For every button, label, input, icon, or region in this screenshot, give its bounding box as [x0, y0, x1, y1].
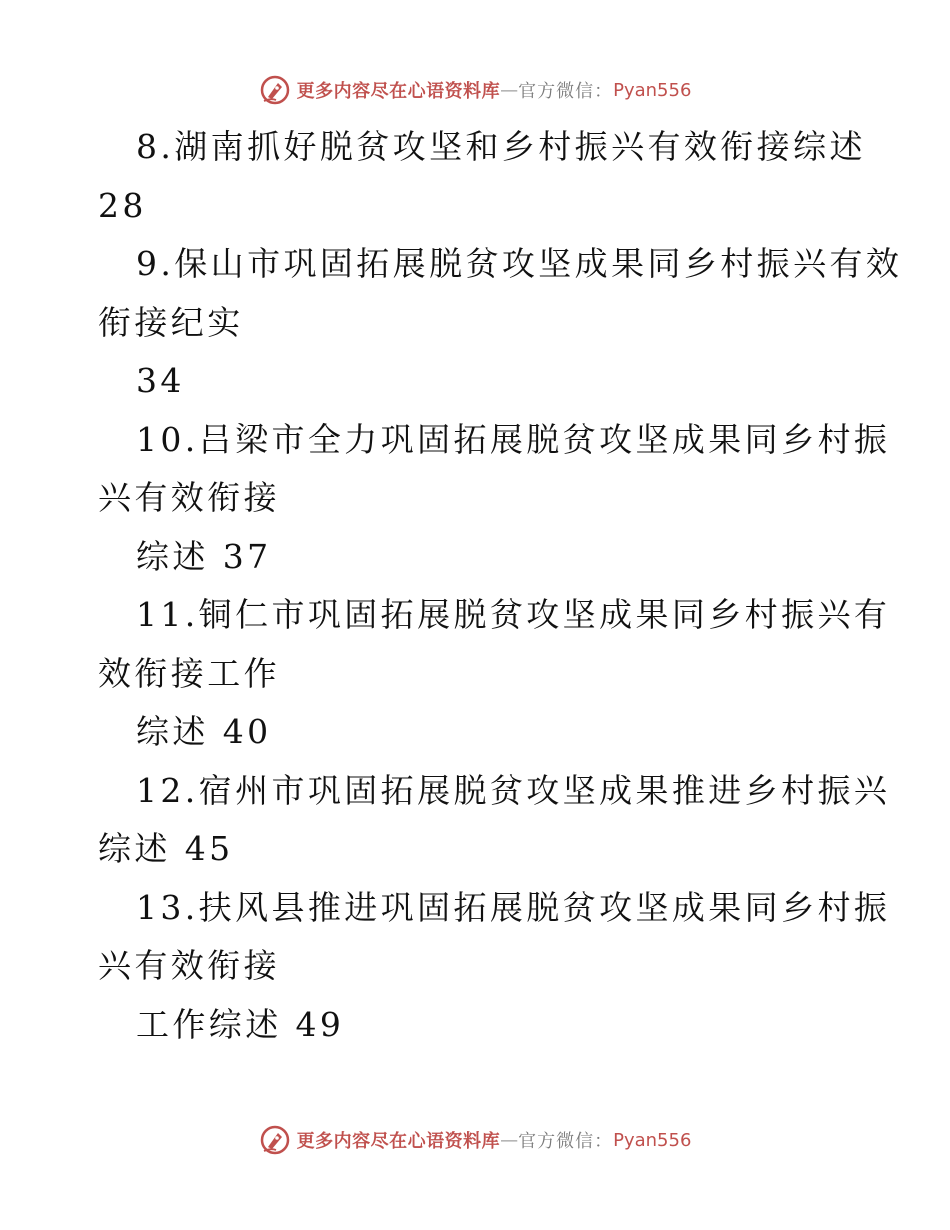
watermark-label: 官方微信：: [518, 81, 614, 102]
toc-line: 工作综述 49: [136, 1004, 345, 1044]
toc-line: 34: [136, 361, 185, 400]
toc-line: 兴有效衔接: [98, 946, 280, 985]
toc-line: 13.扶风县推进巩固拓展脱贫攻坚成果同乡村振: [136, 887, 891, 927]
toc-line: 12.宿州市巩固拓展脱贫攻坚成果推进乡村振兴: [136, 770, 891, 810]
watermark-label: 官方微信：: [518, 1131, 614, 1152]
toc-line: 综述 37: [136, 536, 272, 576]
pen-nib-logo-icon: [259, 1124, 291, 1156]
toc-line: 9.保山市巩固拓展脱贫攻坚成果同乡村振兴有效: [136, 244, 903, 283]
header-watermark: [0, 72, 950, 108]
toc-line: 综述 45: [98, 829, 234, 868]
watermark-account: Pyan556: [613, 1129, 692, 1151]
toc-line: 综述 40: [136, 712, 272, 751]
toc-line: 8.湖南抓好脱贫攻坚和乡村振兴有效衔接综述: [136, 127, 866, 166]
toc-line: 衔接纪实: [98, 302, 244, 342]
toc-line: 11.铜仁市巩固拓展脱贫攻坚成果同乡村振兴有: [136, 595, 891, 634]
watermark-main-text: 更多内容尽在心语资料库: [296, 1131, 501, 1152]
watermark-separator: —: [500, 79, 519, 101]
watermark-main-text: 更多内容尽在心语资料库: [296, 81, 501, 102]
toc-line: 兴有效衔接: [98, 478, 280, 517]
table-of-contents: [98, 118, 903, 1054]
toc-line: 效衔接工作: [98, 653, 280, 693]
watermark-separator: —: [500, 1129, 519, 1151]
toc-line: 10.吕梁市全力巩固拓展脱贫攻坚成果同乡村振: [136, 419, 891, 459]
pen-nib-logo-icon: [259, 74, 291, 106]
toc-line: 28: [98, 185, 147, 225]
watermark-account: Pyan556: [613, 79, 692, 101]
footer-watermark: [0, 1122, 950, 1158]
